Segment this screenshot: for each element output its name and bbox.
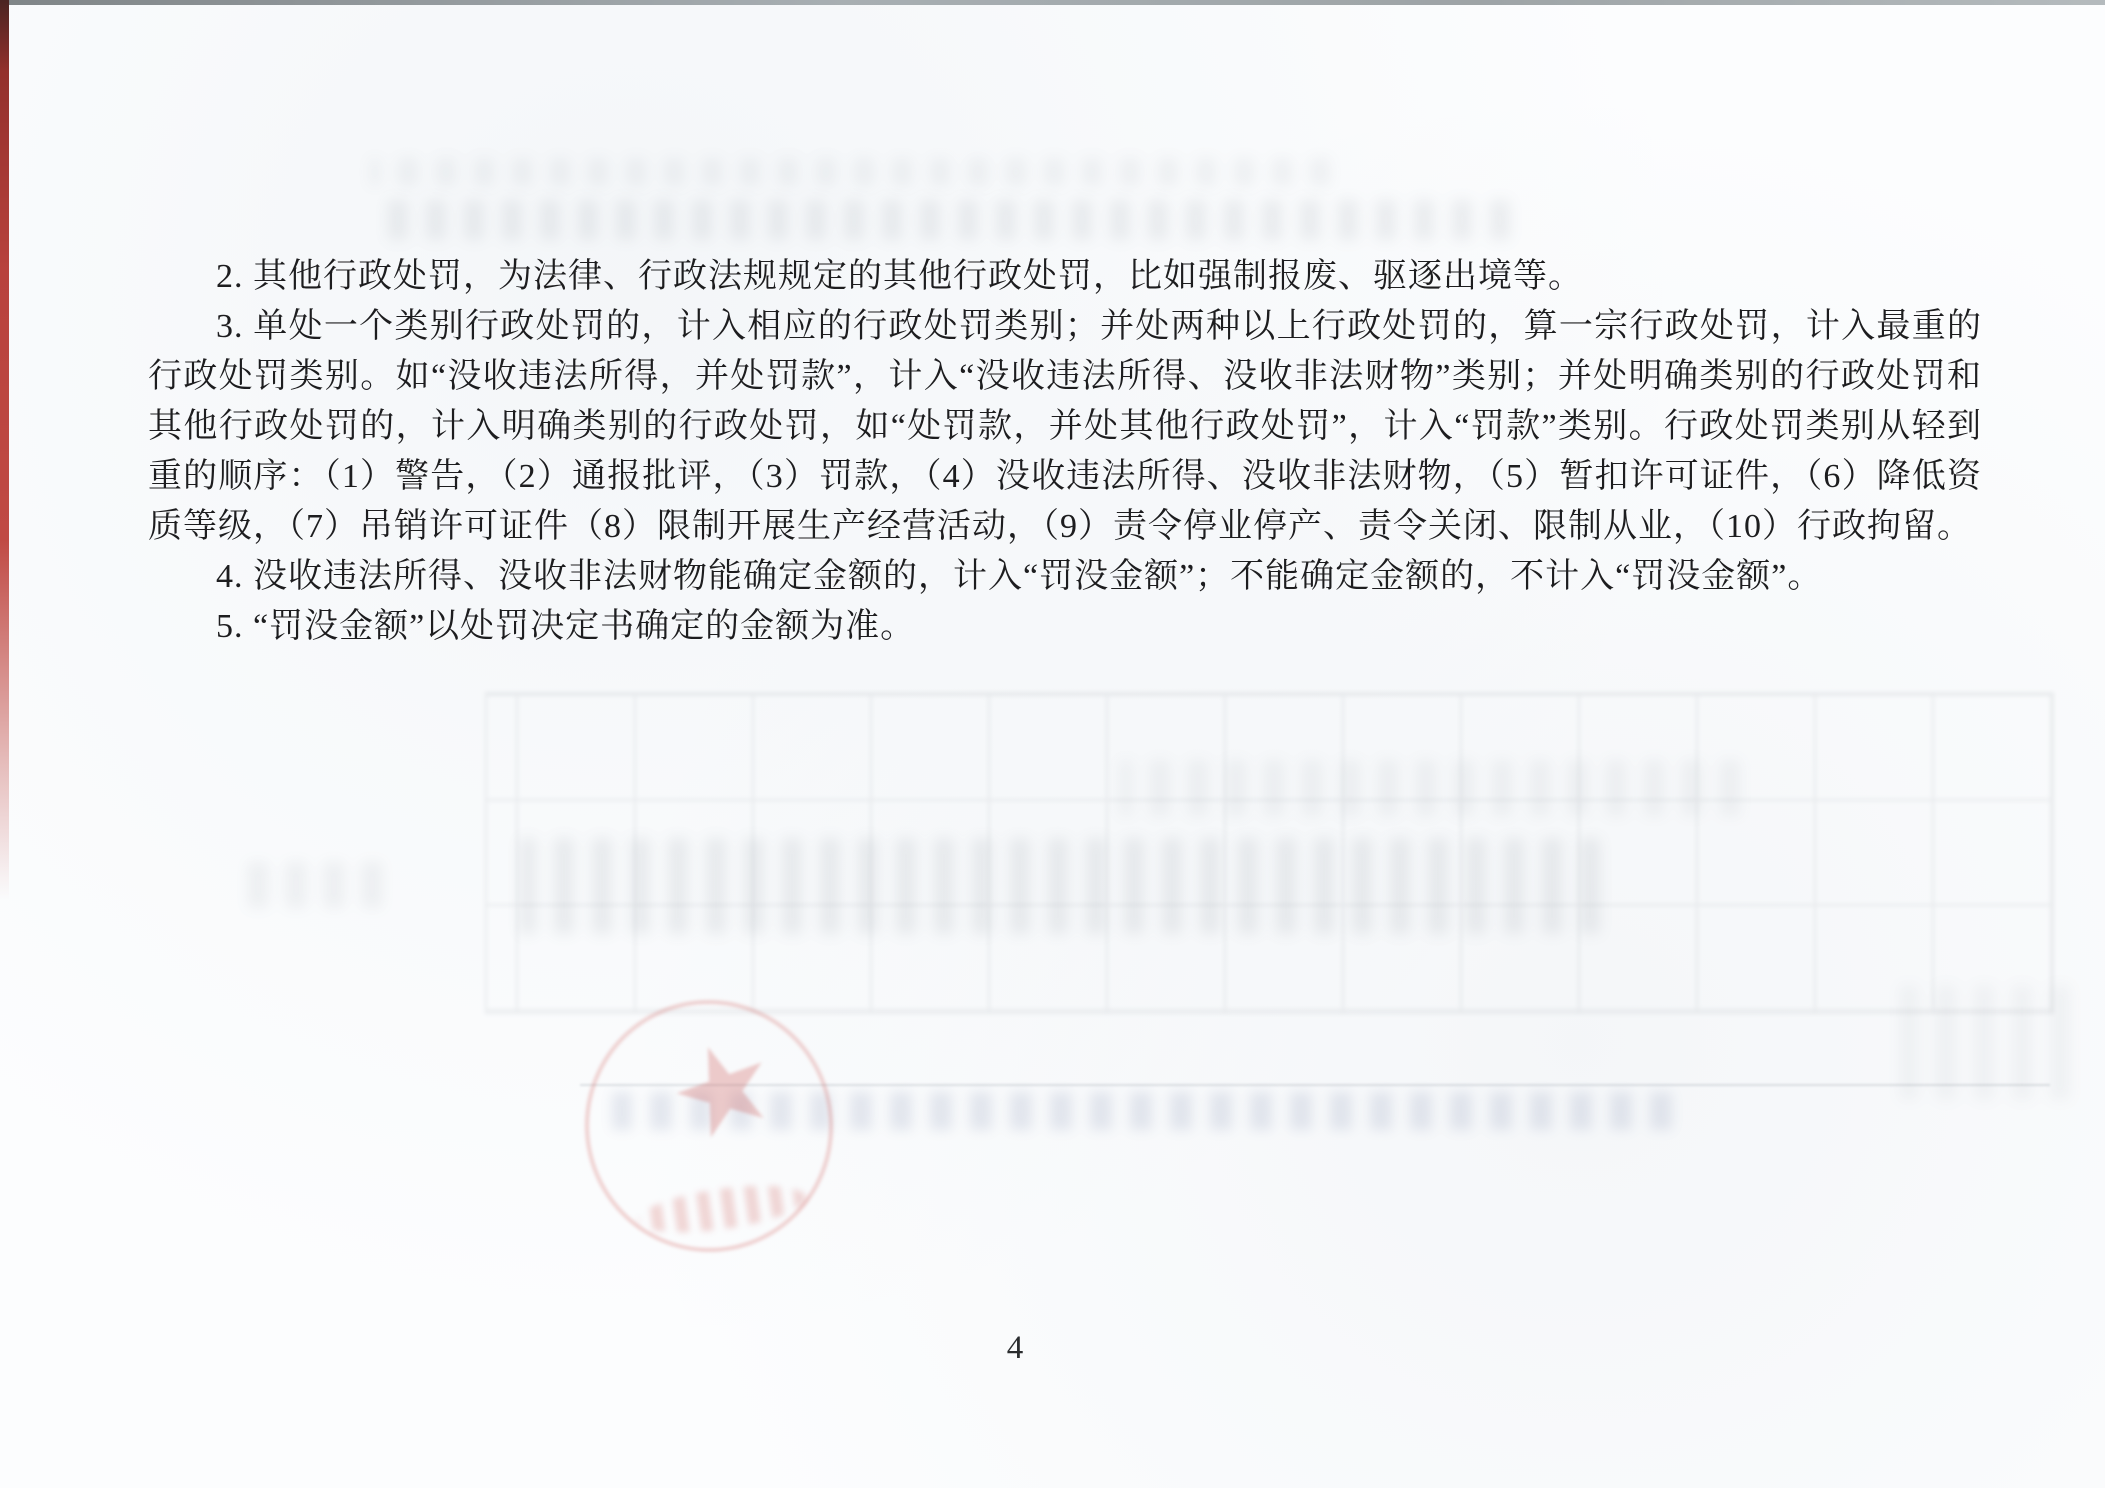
bleedthrough-table-grid <box>485 692 2054 1014</box>
paragraph-note-3: 3. 单处一个类别行政处罚的，计入相应的行政处罚类别；并处两种以上行政处罚的，算一宗行政处罚，计入最重的行政处罚类别。如“没收违法所得，并处罚款”，计入“没收违法所得、没收非法财物”类别；并处明确类别的行政处罚和其他行政处罚的，计入明确类别的行政处罚，如“处罚款，并处其他行政处罚”，计入“罚款”类别。行政处罚类别从轻到重的顺序：（1）警告，（2）通报批评，（3）罚款，（4）没收违法所得、没收非法财物，（5）暂扣许可证件，（6）降低资质等级，（7）吊销许可证件（8）限制开展生产经营活动，（9）责令停业停产、责令关闭、限制从业，（10）行政拘留。 <box>148 308 1982 545</box>
bleedthrough-text-cluster <box>232 862 382 908</box>
official-seal-bleedthrough <box>569 984 850 1268</box>
scan-edge-red-stripe <box>0 0 9 900</box>
paragraph-note-2: 2. 其他行政处罚，为法律、行政法规规定的其他行政处罚，比如强制报废、驱逐出境等。 <box>216 258 1583 295</box>
bleedthrough-text-cluster <box>520 838 1600 934</box>
seal-star-icon: ★ <box>649 1005 797 1172</box>
document-body <box>148 252 1982 652</box>
bleedthrough-text-band <box>370 158 1330 186</box>
page-number: 4 <box>1006 1330 1024 1366</box>
seal-arc-text <box>635 1177 809 1240</box>
paragraph-note-4: 4. 没收违法所得、没收非法财物能确定金额的，计入“罚没金额”；不能确定金额的，不计入“罚没金额”。 <box>216 558 1823 595</box>
scan-edge-top <box>0 0 2105 5</box>
bleedthrough-text-band <box>370 200 1510 240</box>
bleedthrough-text-cluster <box>1900 985 2070 1100</box>
bleedthrough-text-cluster <box>1120 760 1740 816</box>
paragraph-note-5: 5. “罚没金额”以处罚决定书确定的金额为准。 <box>216 608 916 645</box>
